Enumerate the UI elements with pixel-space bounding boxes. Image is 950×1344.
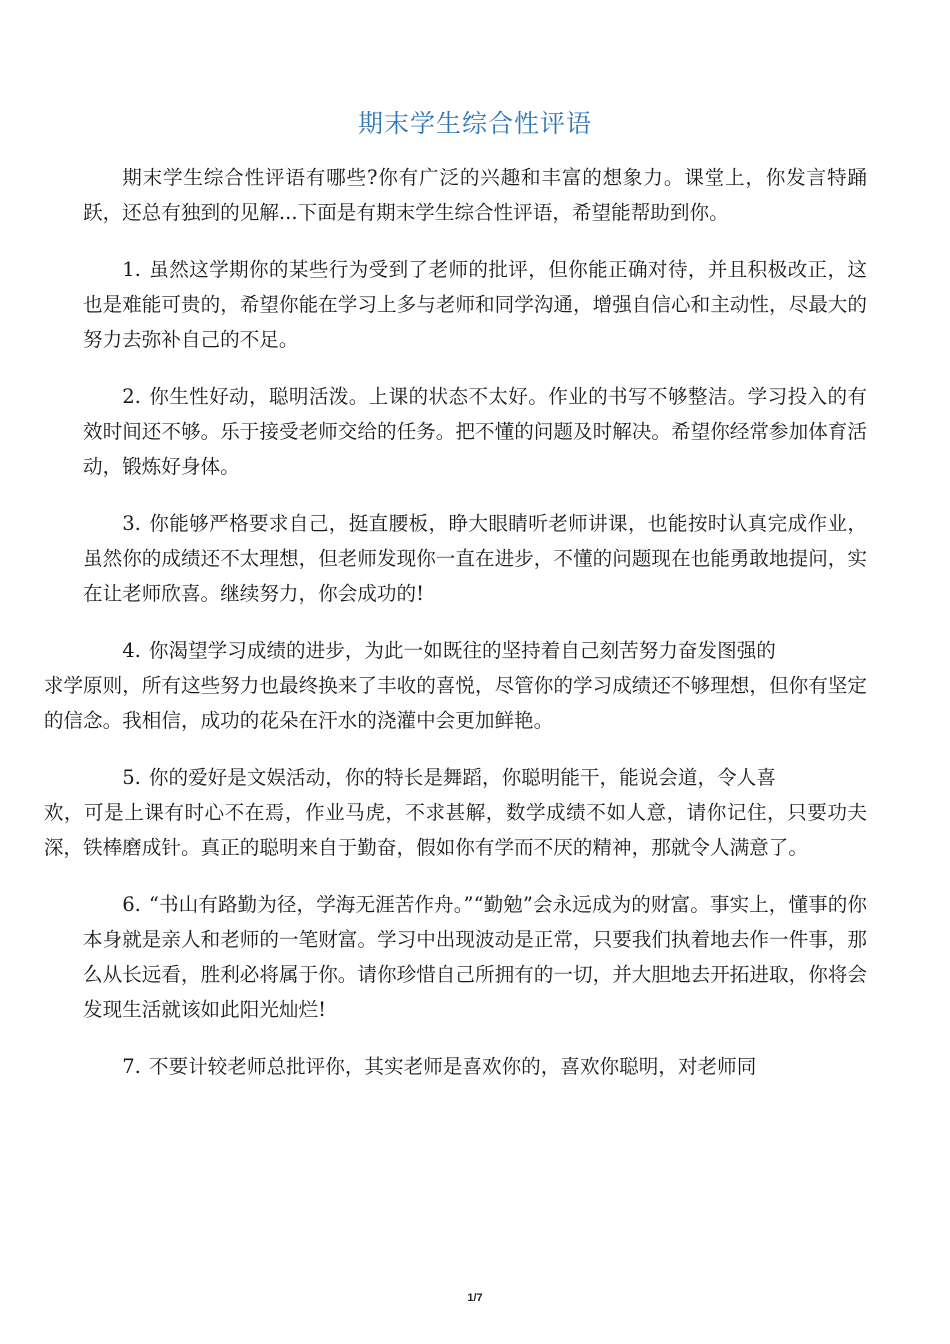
- item-text: 虽然这学期你的某些行为受到了老师的批评，但你能正确对待，并且积极改正，这也是难能可贵的，希望你能在学习上多与老师和同学沟通，增强自信心和主动性，尽最大的努力去弥补自己的不足。: [83, 258, 867, 351]
- comment-item-6: [83, 887, 867, 1027]
- document-title: 期末学生综合性评语: [357, 109, 592, 138]
- item-text: 你的爱好是文娱活动，你的特长是舞蹈，你聪明能干，能说会道，令人喜: [148, 766, 776, 789]
- page-number: 1/7: [467, 1292, 483, 1304]
- item-number: 3.: [122, 512, 141, 535]
- comment-item-1: [83, 252, 867, 357]
- comment-item-4: [43, 633, 867, 738]
- intro-paragraph: 期末学生综合性评语有哪些?你有广泛的兴趣和丰富的想象力。课堂上，你发言特踊跃，还总有独到的见解...下面是有期末学生综合性评语，希望能帮助到你。: [83, 166, 867, 224]
- item-number: 4.: [122, 639, 141, 662]
- item-number: 2.: [122, 385, 141, 408]
- comment-item-3: [83, 506, 867, 611]
- item-number: 7.: [122, 1055, 141, 1078]
- comment-item-7: [83, 1049, 867, 1084]
- item-number: 6.: [122, 893, 141, 916]
- item-text: 你能够严格要求自己，挺直腰板，睁大眼睛听老师讲课，也能按时认真完成作业，虽然你的成绩还不太理想，但老师发现你一直在进步，不懂的问题现在也能勇敢地提问，实在让老师欣喜。继续努力，你会成功的!: [83, 512, 867, 605]
- document-body: [43, 160, 867, 1106]
- item-text: 你渴望学习成绩的进步，为此一如既往的坚持着自己刻苦努力奋发图强的: [148, 639, 776, 662]
- comment-item-2: [83, 379, 867, 484]
- comment-item-5: [43, 760, 867, 865]
- item-text: “书山有路勤为径，学海无涯苦作舟。”“勤勉”会永远成为的财富。事实上，懂事的你本身就是亲人和老师的一笔财富。学习中出现波动是正常，只要我们执着地去作一件事，那么从长远看，胜利必将属于你。请你珍惜自己所拥有的一切，并大胆地去开拓进取，你将会发现生活就该如此阳光灿烂!: [83, 893, 867, 1021]
- item-text-continued: 求学原则，所有这些努力也最终换来了丰收的喜悦，尽管你的学习成绩还不够理想，但你有坚定的信念。我相信，成功的花朵在汗水的浇灌中会更加鲜艳。: [43, 674, 867, 732]
- item-number: 5.: [122, 766, 141, 789]
- item-text: 你生性好动，聪明活泼。上课的状态不太好。作业的书写不够整洁。学习投入的有效时间还不够。乐于接受老师交给的任务。把不懂的问题及时解决。希望你经常参加体育活动，锻炼好身体。: [83, 385, 867, 478]
- item-text: 不要计较老师总批评你，其实老师是喜欢你的，喜欢你聪明，对老师同: [148, 1055, 757, 1078]
- item-number: 1.: [122, 258, 141, 281]
- item-text-continued: 欢，可是上课有时心不在焉，作业马虎，不求甚解，数学成绩不如人意，请你记住，只要功夫深，铁棒磨成针。真正的聪明来自于勤奋，假如你有学而不厌的精神，那就令人满意了。: [43, 801, 867, 859]
